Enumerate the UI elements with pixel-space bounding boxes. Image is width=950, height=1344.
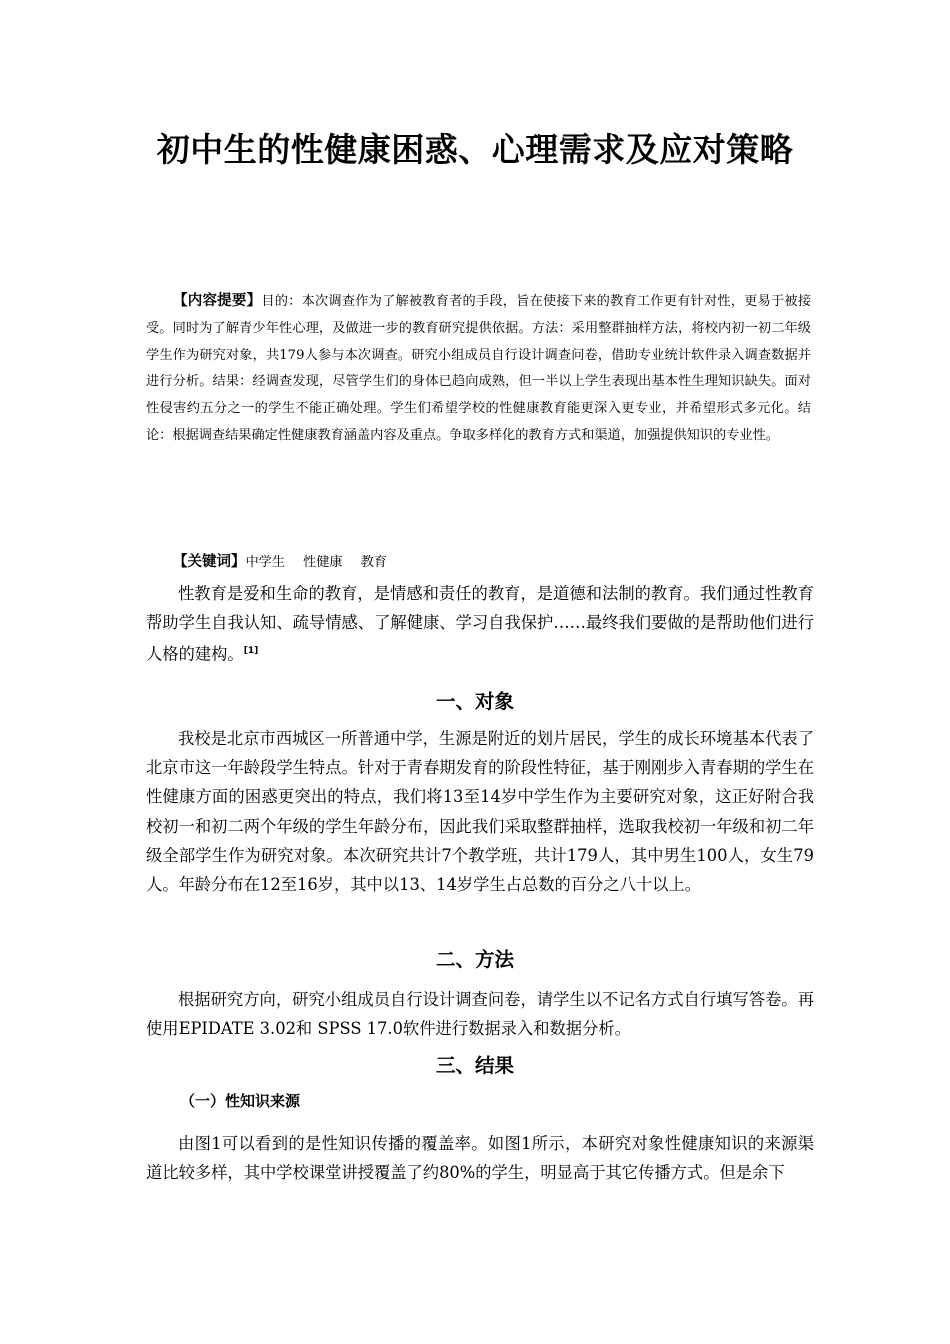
object-paragraph: 我校是北京市西城区一所普通中学，生源是附近的划片居民，学生的成长环境基本代表了北京市这一年龄段学生特点。针对于青春期发育的阶段性特征，基于刚刚步入青春期的学生在性健康方面的困惑更突出的特点，我们将13至14岁中学生作为主要研究对象，这正好附合我校初一和初二两个年级的学生年龄分布，因此我们采取整群抽样，选取我校初一年级和初二年级全部学生作为研究对象。本次研究共计7个教学班，共计179人，其中男生100人，女生79人。年龄分布在12至16岁，其中以13、14岁学生占总数的百分之八十以上。: [146, 729, 814, 895]
intro-text: 性教育是爱和生命的教育，是情感和责任的教育，是道德和法制的教育。我们通过性教育帮助学生自我认知、疏导情感、了解健康、学习自我保护……最终我们要做的是帮助他们进行人格的建构。: [146, 584, 814, 664]
section-heading-object: 一、对象: [435, 690, 514, 713]
keyword-item: 教育: [360, 555, 387, 570]
method-paragraph: 根据研究方向，研究小组成员自行设计调查问卷，请学生以不记名方式自行填写答卷。再使用EPIDATE 3.02和 SPSS 17.0软件进行数据录入和数据分析。: [146, 990, 814, 1039]
abstract-tag: 【内容提要】: [173, 293, 262, 309]
abstract-text: 目的：本次调查作为了解被教育者的手段，旨在使接下来的教育工作更有针对性，更易于被接受。同时为了解青少年性心理，及做进一步的教育研究提供依据。方法：采用整群抽样方法，将校内初一初二年级学生作为研究对象，共179人参与本次调查。研究小组成员自行设计调查问卷，借助专业统计软件录入调查数据并进行分析。结果：经调查发现，尽管学生们的身体已趋向成熟，但一半以上学生表现出基本性生理知识缺失。面对性侵害约五分之一的学生不能正确处理。学生们希望学校的性健康教育能更深入更专业，并希望形式多元化。结论：根据调查结果确定性健康教育涵盖内容及重点。争取多样化的教育方式和渠道，加强提供知识的专业性。: [146, 294, 812, 443]
keyword-item: 性健康: [303, 555, 343, 570]
keywords-tag: 【关键词】: [173, 554, 246, 570]
abstract-paragraph: [146, 288, 811, 450]
reference-marker: [1]: [243, 646, 259, 657]
section-heading-result: 三、结果: [435, 1054, 514, 1077]
document-title: 初中生的性健康困惑、心理需求及应对策略: [156, 130, 794, 169]
keywords-line: [173, 549, 405, 576]
section-heading-method: 二、方法: [435, 948, 514, 971]
keyword-item: 中学生: [245, 555, 286, 570]
subsection-heading-knowledge-source: （一）性知识来源: [180, 1092, 301, 1110]
intro-paragraph: [146, 579, 814, 669]
result-paragraph: 由图1可以看到的是性知识传播的覆盖率。如图1所示，本研究对象性健康知识的来源渠道比较多样，其中学校课堂讲授覆盖了约80%的学生，明显高于其它传播方式。但是余下: [146, 1134, 814, 1183]
